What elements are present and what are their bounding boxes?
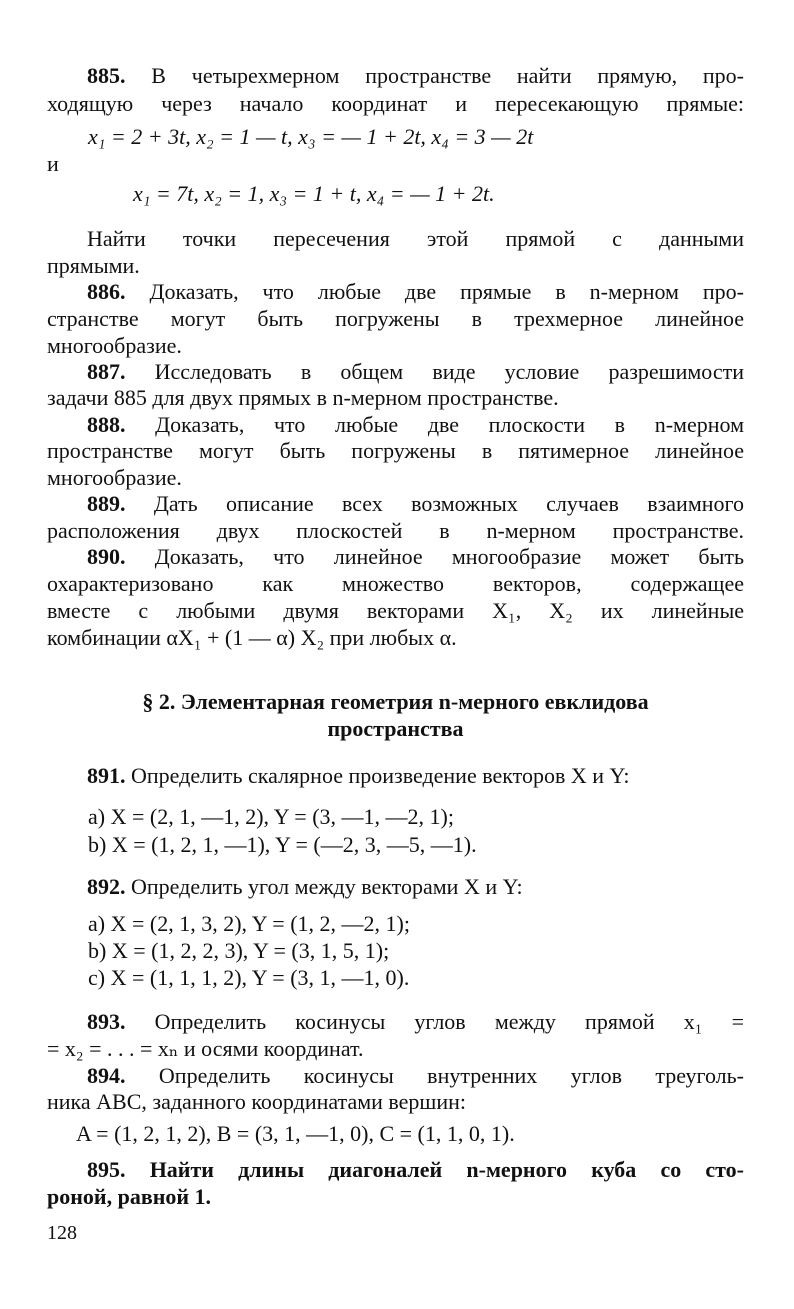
problem-886-line-1: 886. Доказать, что любые две прямые в n-мерном про-	[87, 279, 745, 304]
problem-893-line-2: = x₂ = . . . = xₙ и осями координат.	[47, 1036, 364, 1061]
problem-890-line-2: охарактеризовано как множество векторов, содержащее	[47, 571, 744, 596]
problem-number: 890.	[87, 544, 126, 569]
problem-888-line-3: многообразие.	[47, 465, 182, 490]
section-heading-line-1: § 2. Элементарная геометрия n-мерного евклидова	[142, 689, 649, 714]
problem-889-line-2: расположения двух плоскостей в n-мерном пространстве.	[47, 518, 744, 543]
problem-number: 885.	[87, 63, 126, 88]
problem-885-line-4: прямыми.	[47, 253, 140, 278]
problem-886-line-3: многообразие.	[47, 333, 182, 358]
problem-number: 887.	[87, 359, 126, 384]
page-number: 128	[47, 1222, 77, 1244]
problem-886-line-2: странстве могут быть погружены в трехмерное линейное	[47, 306, 744, 331]
problem-887-line-2: задачи 885 для двух прямых в n-мерном пространстве.	[47, 385, 559, 410]
problem-889-line-1: 889. Дать описание всех возможных случаев взаимного	[87, 491, 744, 516]
problem-893-line-1: 893. Определить косинусы углов между прямой x₁ =	[87, 1009, 745, 1034]
problem-number: 891.	[87, 763, 126, 788]
problem-number: 886.	[87, 279, 126, 304]
section-heading-line-2: пространства	[327, 716, 464, 741]
problem-891-item-a: a) X = (2, 1, —1, 2), Y = (3, —1, —2, 1);	[88, 804, 454, 829]
problem-895-line-1: 895. Найти длины диагоналей n-мерного куба со сто-	[87, 1157, 745, 1182]
problem-number: 889.	[87, 491, 126, 516]
problem-894-vertices: A = (1, 2, 1, 2), B = (3, 1, —1, 0), C = (1, 1, 0, 1).	[76, 1121, 515, 1146]
problem-890-line-3: вместе с любыми двумя векторами X₁, X₂ их линейные	[47, 598, 744, 623]
conjunction-and: и	[47, 151, 59, 176]
problem-number: 893.	[87, 1009, 126, 1034]
problem-888-line-2: пространстве могут быть погружены в пятимерное линейное	[47, 438, 744, 463]
problem-number: 895.	[87, 1157, 126, 1182]
problem-894-line-1: 894. Определить косинусы внутренних углов треуголь-	[87, 1063, 745, 1088]
problem-892-item-a: a) X = (2, 1, 3, 2), Y = (1, 2, —2, 1);	[88, 911, 410, 936]
problem-890-line-1: 890. Доказать, что линейное многообразие может быть	[87, 544, 745, 569]
problem-885-line-1: 885. В четырехмерном пространстве найти прямую, про-	[87, 63, 745, 88]
problem-number: 888.	[87, 412, 126, 437]
problem-890-line-4: комбинации αX₁ + (1 — α) X₂ при любых α.	[47, 625, 457, 650]
problem-894-line-2: ника ABC, заданного координатами вершин:	[47, 1089, 467, 1114]
problem-892-line-1: 892. Определить угол между векторами X и Y:	[87, 874, 523, 899]
problem-885-line-3: Найти точки пересечения этой прямой с данными	[87, 226, 744, 251]
problem-891-item-b: b) X = (1, 2, 1, —1), Y = (—2, 3, —5, —1).	[88, 832, 477, 857]
problem-892-item-b: b) X = (1, 2, 2, 3), Y = (3, 1, 5, 1);	[88, 938, 390, 963]
problem-number: 892.	[87, 874, 126, 899]
problem-888-line-1: 888. Доказать, что любые две плоскости в n-мерном	[87, 412, 744, 437]
problem-891-line-1: 891. Определить скалярное произведение векторов X и Y:	[87, 763, 630, 788]
problem-885-line-2: ходящую через начало координат и пересекающую прямые:	[47, 91, 744, 116]
equation-line-1: x₁ = 2 + 3t, x₂ = 1 — t, x₃ = — 1 + 2t, x₄ = 3 — 2t	[88, 124, 534, 149]
problem-887-line-1: 887. Исследовать в общем виде условие разрешимости	[87, 359, 744, 384]
problem-number: 894.	[87, 1063, 126, 1088]
problem-892-item-c: c) X = (1, 1, 1, 2), Y = (3, 1, —1, 0).	[88, 965, 410, 990]
problem-895-line-2: роной, равной 1.	[47, 1184, 212, 1209]
equation-line-2: x₁ = 7t, x₂ = 1, x₃ = 1 + t, x₄ = — 1 + 2t.	[133, 181, 495, 206]
